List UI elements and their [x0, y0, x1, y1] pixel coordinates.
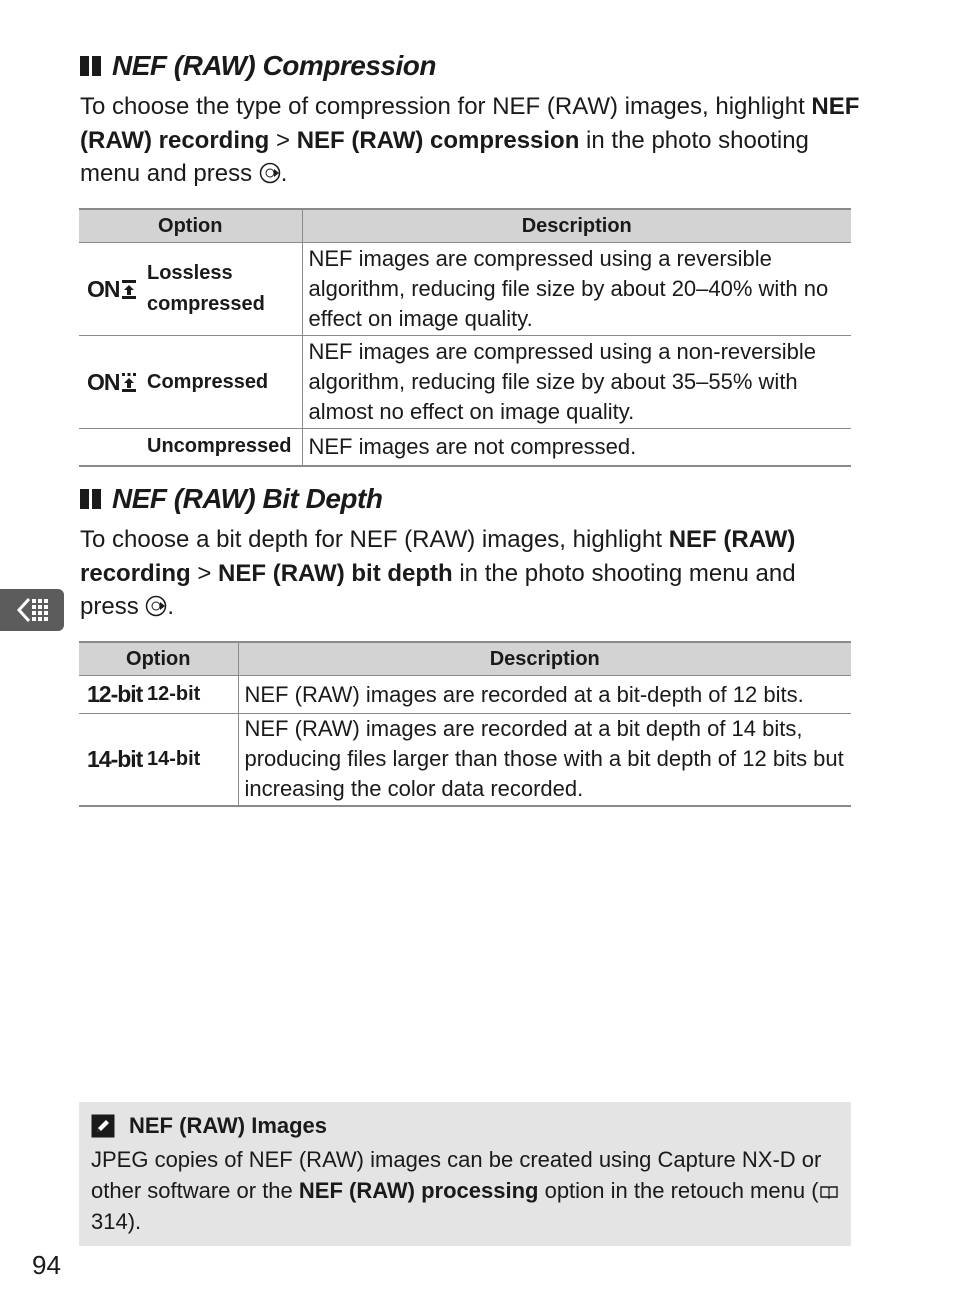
table-row	[79, 714, 851, 806]
compression-table	[79, 208, 851, 467]
table-row	[79, 676, 851, 714]
section-heading-compression	[80, 50, 436, 82]
table-row	[79, 243, 851, 336]
option-name: 14-bit	[147, 747, 201, 770]
bit-depth-table	[79, 641, 851, 807]
bit-depth-intro: To choose a bit depth for NEF (RAW) images, highlight NEF (RAW) recording > NEF (RAW) bit depth in the photo shooting menu and press .	[80, 526, 796, 620]
option-description: NEF images are compressed using a reversible algorithm, reducing file size by about 20–40% with no effect on image quality.	[302, 243, 851, 336]
12-bit-icon: 12-bit	[87, 681, 143, 707]
compression-intro: To choose the type of compression for NEF (RAW) images, highlight NEF (RAW) recording > NEF (RAW) compression in the photo shooting menu and press .	[80, 93, 860, 187]
lossless-compressed-icon: ON	[79, 276, 147, 303]
heading-marker-icon	[80, 489, 104, 509]
multi-selector-right-icon	[259, 162, 281, 184]
option-description: NEF (RAW) images are recorded at a bit depth of 14 bits, producing files larger than those with a bit depth of 12 bits but increasing the color data recorded.	[238, 714, 851, 806]
column-header-description: Description	[302, 209, 851, 243]
page-number: 94	[32, 1250, 61, 1280]
multi-selector-right-icon	[145, 595, 167, 617]
note-pencil-icon	[91, 1114, 115, 1138]
column-header-option: Option	[79, 642, 238, 676]
note-box	[79, 1102, 851, 1246]
heading-marker-icon	[80, 56, 104, 76]
note-title: NEF (RAW) Images	[91, 1108, 839, 1144]
section-title: NEF (RAW) Bit Depth	[112, 483, 383, 514]
column-header-description: Description	[238, 642, 851, 676]
14-bit-icon: 14-bit	[87, 745, 143, 772]
option-name: Lossless compressed	[147, 262, 265, 315]
option-description: NEF images are compressed using a non-reversible algorithm, reducing file size by about 35–55% with almost no effect on image quality.	[302, 336, 851, 429]
option-name: Uncompressed	[147, 435, 292, 458]
compressed-icon: ON	[79, 369, 147, 396]
photo-shooting-menu-icon	[15, 595, 49, 625]
section-heading-bit-depth	[80, 483, 382, 515]
book-reference-icon	[819, 1184, 839, 1200]
section-title: NEF (RAW) Compression	[112, 50, 436, 81]
note-text: JPEG copies of NEF (RAW) images can be created using Capture NX-D or other software or the NEF (RAW) processing option in the retouch menu ( 314).	[91, 1144, 839, 1237]
option-name: Compressed	[147, 370, 269, 393]
option-description: NEF (RAW) images are recorded at a bit-depth of 12 bits.	[238, 676, 851, 714]
photo-shooting-menu-tab	[0, 589, 64, 631]
option-name: 12-bit	[147, 683, 201, 705]
table-row	[79, 429, 851, 466]
table-row	[79, 336, 851, 429]
option-description: NEF images are not compressed.	[302, 429, 851, 466]
column-header-option: Option	[79, 209, 302, 243]
